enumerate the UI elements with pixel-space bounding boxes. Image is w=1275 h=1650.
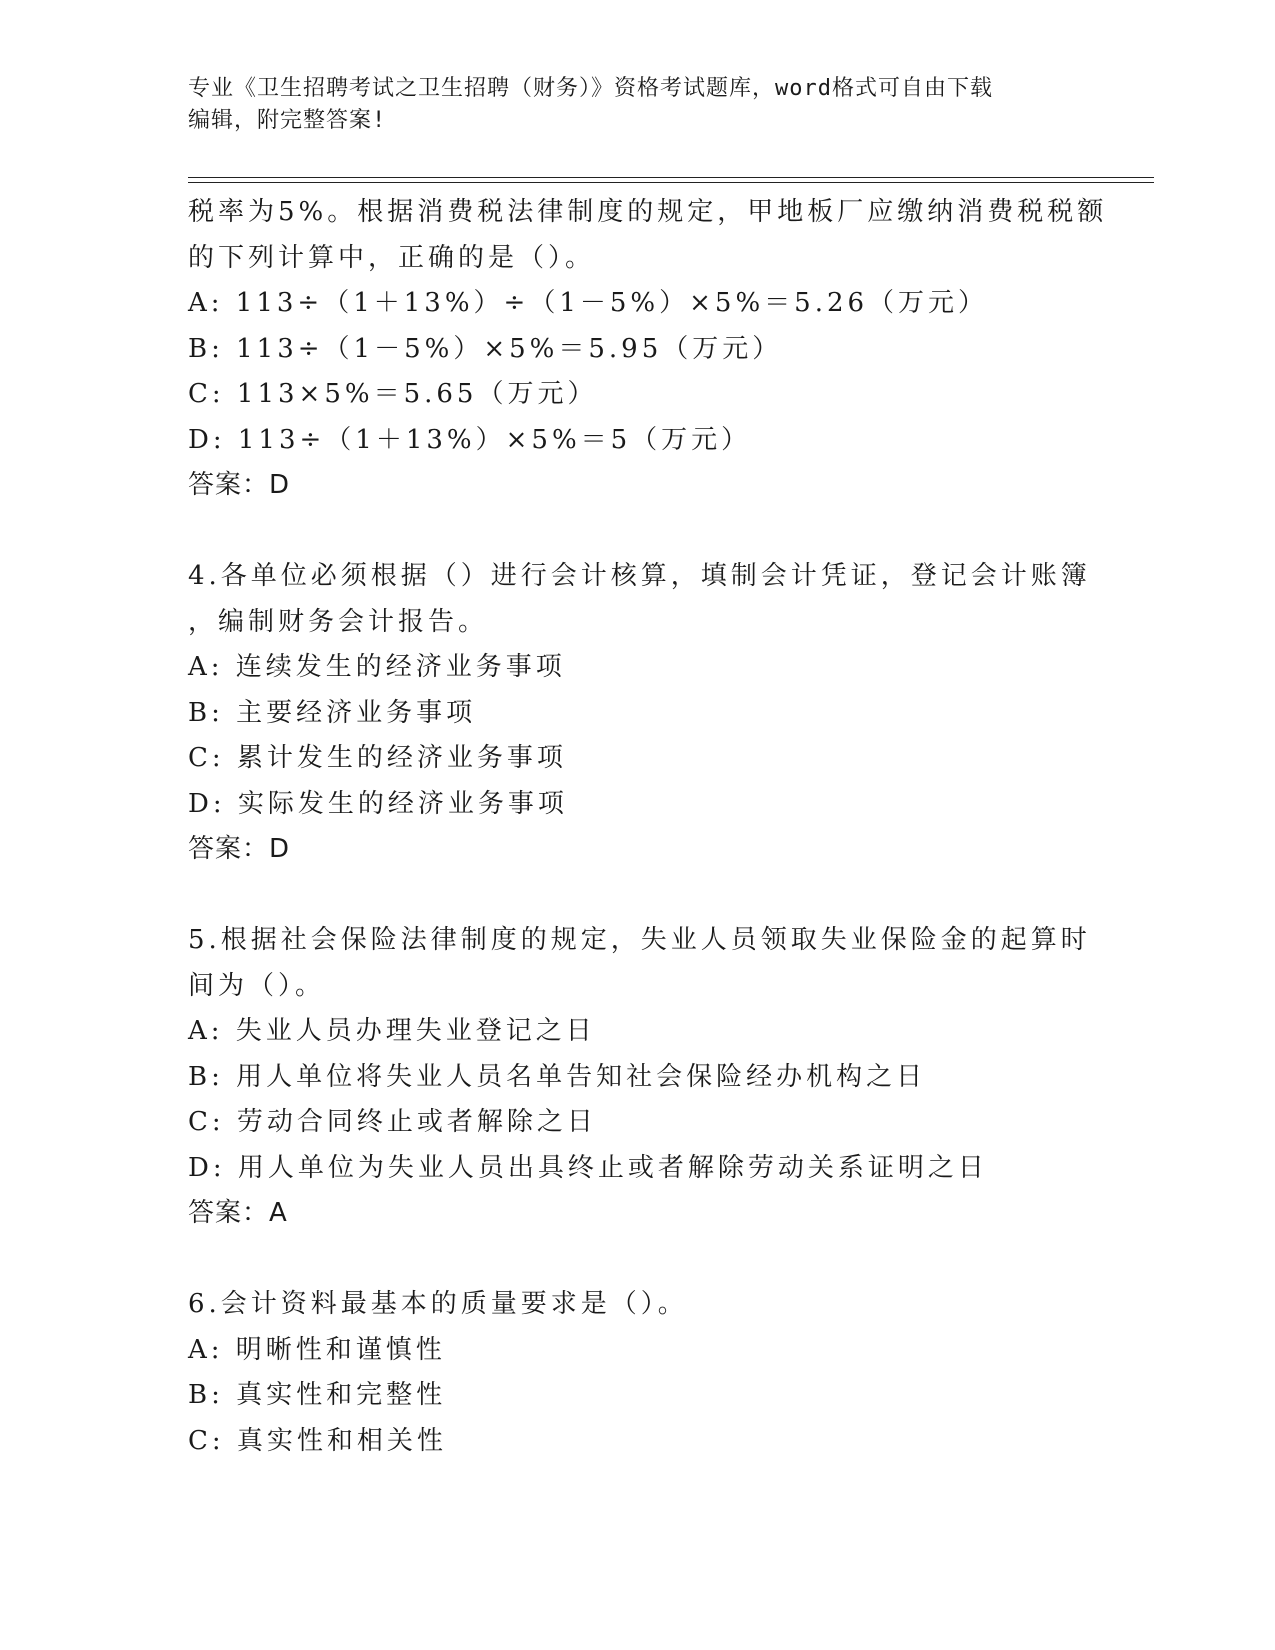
question-stem-line: 4.各单位必须根据（）进行会计核算，填制会计凭证，登记会计账簿 xyxy=(188,561,1091,591)
question-stem-line: 间为（）。 xyxy=(188,970,326,1001)
question-3 xyxy=(188,190,1108,509)
question-stem-line: 5.根据社会保险法律制度的规定，失业人员领取失业保险金的起算时 xyxy=(188,925,1091,955)
question-stem-line: 6.会计资料最基本的质量要求是（）。 xyxy=(188,1289,688,1319)
answer-label: 答案：D xyxy=(188,470,291,500)
header-rule-bottom xyxy=(188,182,1154,183)
header-rule-top xyxy=(188,177,1154,178)
option-b: B: 主要经济业务事项 xyxy=(188,697,477,728)
option-d: D: 113÷（1＋13%）×5%＝5（万元） xyxy=(188,424,752,455)
option-a: A: 连续发生的经济业务事项 xyxy=(188,652,566,682)
document-header xyxy=(188,73,1088,137)
option-b: B: 真实性和完整性 xyxy=(188,1380,447,1410)
spacer xyxy=(188,1237,1088,1283)
option-c: C: 劳动合同终止或者解除之日 xyxy=(188,1107,597,1137)
option-b: B: 113÷（1－5%）×5%＝5.95（万元） xyxy=(188,333,783,364)
header-line-1: 专业《卫生招聘考试之卫生招聘（财务）》资格考试题库，word格式可自由下载 xyxy=(188,76,993,101)
question-stem-line: ，编制财务会计报告。 xyxy=(188,606,489,637)
option-c: C: 113×5%＝5.65（万元） xyxy=(188,379,598,409)
option-c: C: 累计发生的经济业务事项 xyxy=(188,743,567,773)
question-stem-line: 税率为5%。根据消费税法律制度的规定，甲地板厂应缴纳消费税税额 xyxy=(188,197,1108,227)
spacer xyxy=(188,873,1088,919)
answer-label: 答案：A xyxy=(188,1198,288,1228)
option-a: A: 失业人员办理失业登记之日 xyxy=(188,1016,596,1046)
answer-label: 答案：D xyxy=(188,834,291,864)
option-d: D: 实际发生的经济业务事项 xyxy=(188,788,568,819)
question-list xyxy=(188,190,1108,1464)
question-4 xyxy=(188,554,1091,873)
question-5 xyxy=(188,918,1091,1237)
option-b: B: 用人单位将失业人员名单告知社会保险经办机构之日 xyxy=(188,1061,927,1092)
question-stem-line: 的下列计算中，正确的是（）。 xyxy=(188,242,596,273)
question-6 xyxy=(188,1282,1088,1464)
option-d: D: 用人单位为失业人员出具终止或者解除劳动关系证明之日 xyxy=(188,1152,988,1183)
option-a: A: 明晰性和谨慎性 xyxy=(188,1334,446,1365)
option-a: A: 113÷（1＋13%）÷（1－5%）×5%＝5.26（万元） xyxy=(188,288,989,318)
spacer xyxy=(188,509,1088,555)
option-c: C: 真实性和相关性 xyxy=(188,1425,447,1456)
header-line-2: 编辑，附完整答案! xyxy=(188,108,387,133)
